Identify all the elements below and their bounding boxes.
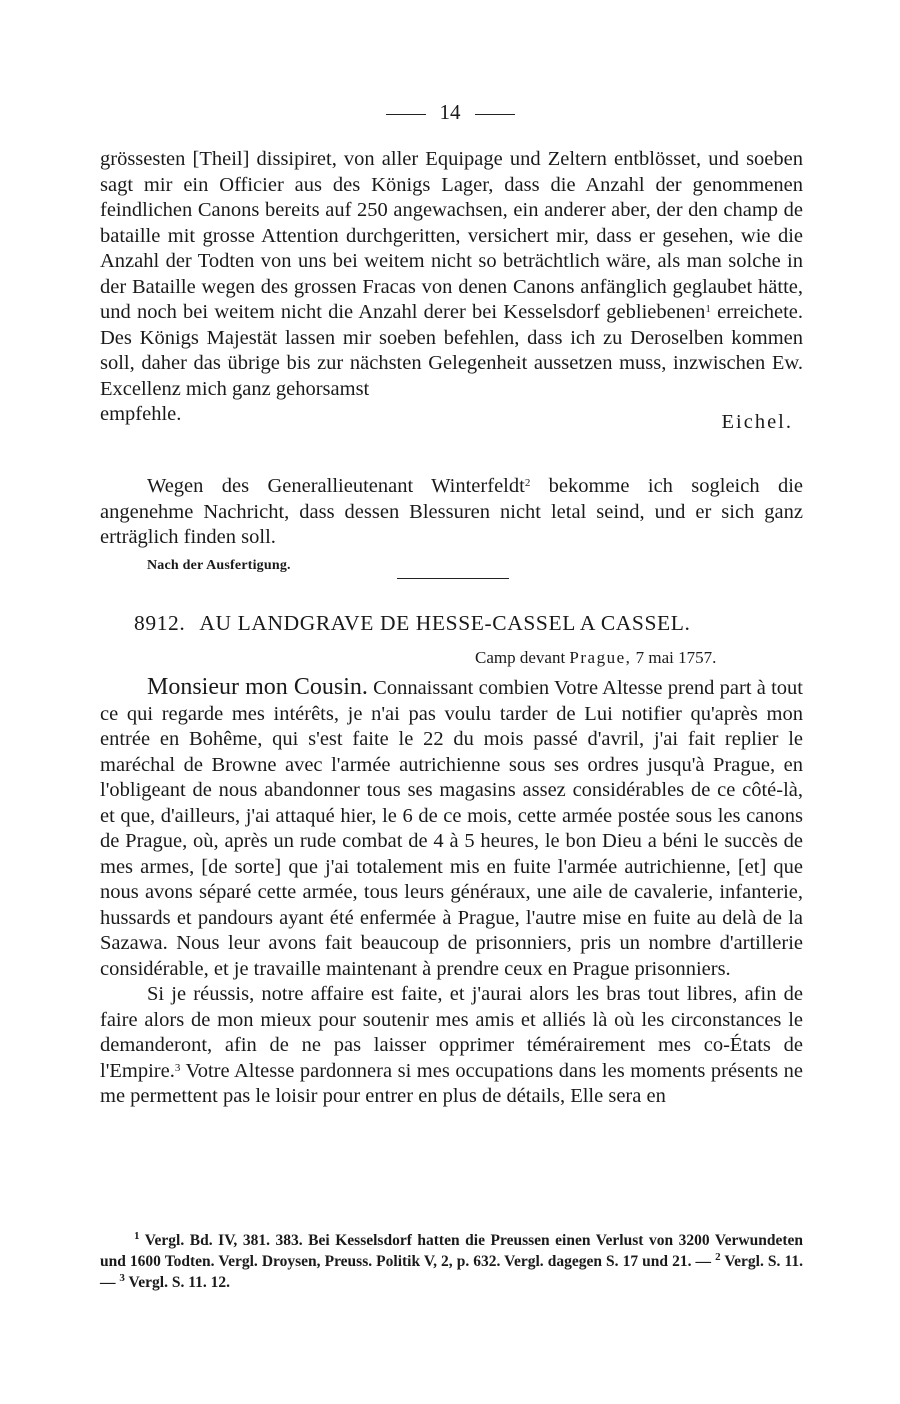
- letter-eichel-body: grössesten [Theil] dissipiret, von aller Equipage und Zeltern entblösset, und soeben sagt mir ein Officier aus des Königs Lager, dass die Anzahl der genommenen feindlichen Canons bereits auf 250 angewachsen, ein anderer aber, der den champ de bataille mit grosse Attention durchgeritten, versichert mir, dass er gesehen, wie die Anzahl der Todten von uns bei weitem nicht so beträchtlich wäre, als man solche in der Bataille wegen des grossen Fracas von denen Canons anfänglich geglaubet hätte, und noch bei weitem nicht die Anzahl derer bei Kesselsdorf gebliebenen$^1$ erreichete. Des Königs Majestät lassen mir soeben befehlen, dass ich zu Deroselben kommen soll, daher das übrige bis zur nächsten Gelegenheit aussetzen muss, inzwischen Ew. Excellenz mich ganz gehorsamst: [100, 148, 803, 400]
- letter-landgrave-paragraph-1: Monsieur mon Cousin. Connaissant combien Votre Altesse prend part à tout ce qui regarde mes intérêts, je n'ai pas voulu tarder de Lui notifier qu'après mon entrée en Bohême, qui s'est faite le 22 du mois passé d'avril, j'ai fait replier le maréchal de Browne avec l'armée autrichienne sous ses ordres jusqu'à Prague, en l'obligeant de nous abandonner tous ses magasins assez considérables de ce côté-là, et que, d'ailleurs, j'ai attaqué hier, le 6 de ce mois, cette armée postée sous les canons de Prague, où, après un rude combat de 4 à 5 heures, le bon Dieu a béni le succès de mes armes, [de sorte] que j'ai totalement mis en fuite l'armée autrichienne, [et] que nous avons séparé cette armée, tous leurs généraux, une aile de cavalerie, infanterie, hussards et pandours ayant été enfermée à Prague, l'autre mise en fuite au delà de la Sazawa. Nous leur avons fait beaucoup de prisonniers, pris un nombre d'artillerie considérable, et je travaille maintenant à prendre ceux en Prague prisonniers.: [100, 674, 803, 980]
- source-note: Nach der Ausfertigung.: [147, 558, 291, 573]
- letter-landgrave: [100, 675, 803, 1110]
- salutation: Monsieur mon Cousin.: [147, 674, 368, 700]
- footnotes: [100, 1230, 803, 1293]
- footnote-2: Vergl. S. 11. —: [100, 1253, 803, 1291]
- page-number: [0, 100, 900, 125]
- letter-title: AU LANDGRAVE DE HESSE-CASSEL A CASSEL.: [199, 611, 691, 635]
- page-number-dash-right: [475, 114, 515, 115]
- closing-text: empfehle.: [100, 403, 182, 425]
- letter-eichel: [100, 147, 803, 433]
- footnote-block: $^1$ Vergl. Bd. IV, 381. 383. Bei Kesselsdorf hatten die Preussen einen Verlust von 3200 Verwundeten und 1600 Todten. Vergl. Droysen, Preuss. Politik V, 2, p. 632. Vergl. dagegen S. 17 und 21. — $^2$ Vergl. S. 11. — $^3$ Vergl. S. 11. 12.: [100, 1230, 803, 1291]
- letter-heading: [134, 611, 690, 636]
- letter-number: 8912.: [134, 611, 186, 635]
- footnote-ref-1[interactable]: 1: [705, 303, 711, 315]
- letter-eichel-closing: [100, 402, 803, 433]
- footnote-1: Vergl. Bd. IV, 381. 383. Bei Kesselsdorf hatten die Preussen einen Verlust von 3200 Verwundeten und 1600 Todten. Vergl. Droysen, Preuss. Politik V, 2, p. 632. Vergl. dagegen S. 17 und 21. —: [100, 1232, 803, 1270]
- footnote-ref-2[interactable]: 2: [524, 477, 531, 489]
- page-number-dash-left: [386, 114, 426, 115]
- footnote-3: Vergl. S. 11. 12.: [128, 1274, 230, 1291]
- letter-landgrave-paragraph-2: Si je réussis, notre affaire est faite, et j'aurai alors les bras tout libres, afin de faire alors de mon mieux pour soutenir mes amis et alliés là où les circonstances le demanderont, afin de ne pas laisser opprimer témérairement mes co-États de l'Empire.$^3$ Votre Altesse pardonnera si mes occupations dans les moments présents ne me permettent pas le loisir pour entrer en plus de détails, Elle sera en: [100, 983, 803, 1107]
- signature: Eichel.: [721, 411, 793, 433]
- footnote-ref-3[interactable]: 3: [174, 1061, 181, 1074]
- section-divider: [397, 578, 509, 579]
- postscript: Wegen des Generallieutenant Winterfeldt$^2$ bekomme ich sogleich die angenehme Nachricht, dass dessen Blessuren nicht letal seind, und er sich ganz erträglich finden soll.: [100, 475, 803, 548]
- dateline: Camp devant Prague, 7 mai 1757.: [475, 648, 717, 667]
- page-number-text: 14: [439, 100, 461, 124]
